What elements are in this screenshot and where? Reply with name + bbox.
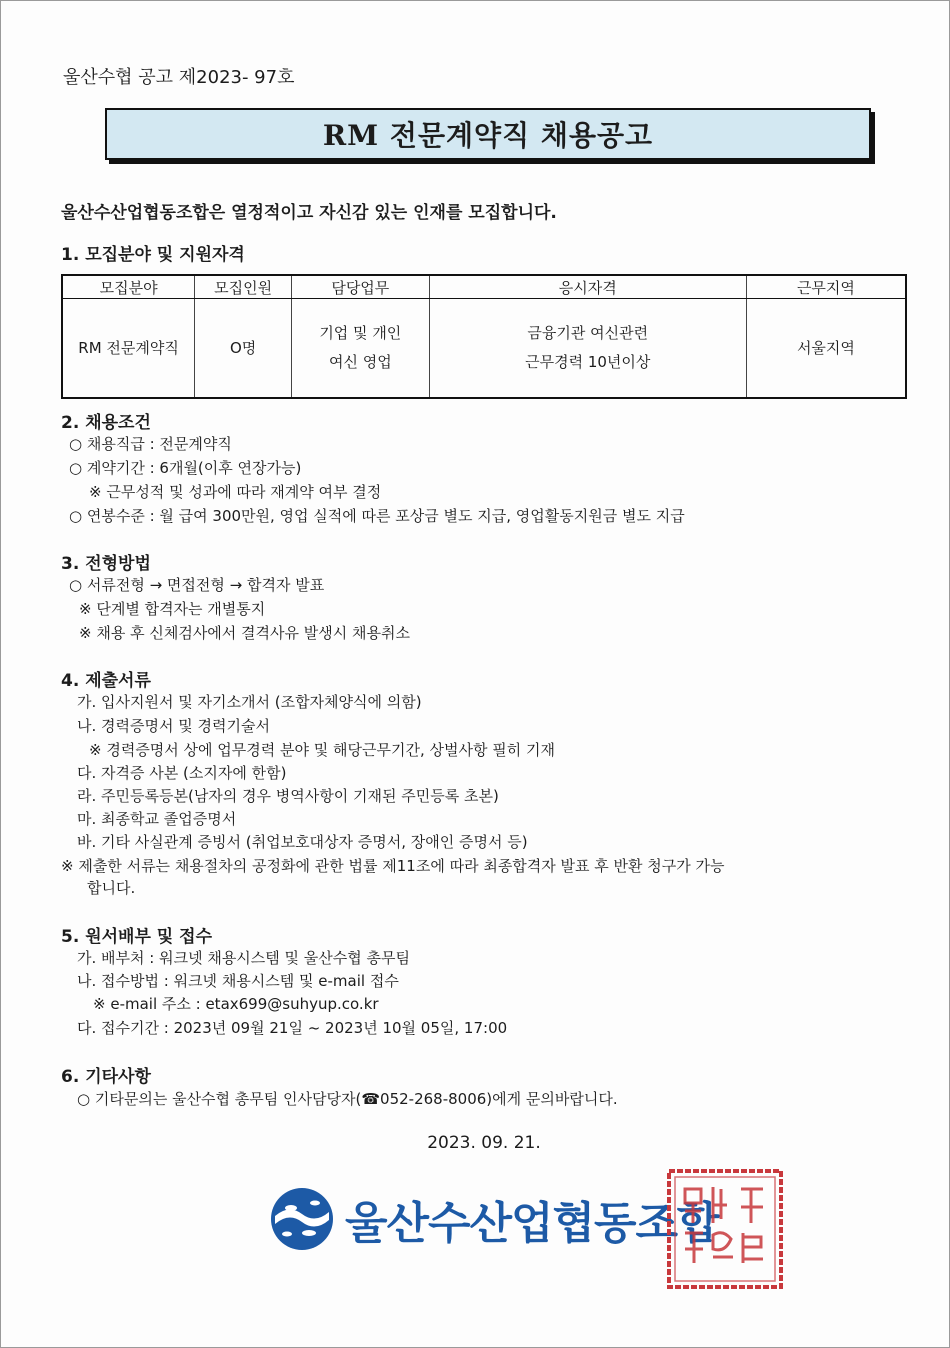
qualification-line-2: 근무경력 10년이상 — [525, 353, 651, 371]
table-header-row — [62, 275, 906, 299]
title-banner — [105, 108, 871, 160]
col-header-count: 모집인원 — [195, 275, 292, 299]
section2-note: ※ 근무성적 및 성과에 따라 재계약 여부 결정 — [89, 483, 382, 501]
recruitment-table — [61, 274, 907, 399]
section2-heading: 2. 채용조건 — [61, 413, 151, 433]
section4-note-cont: 합니다. — [87, 879, 136, 897]
section4-heading: 4. 제출서류 — [61, 671, 151, 691]
duty-line-2: 여신 영업 — [328, 353, 392, 371]
section5-line: 다. 접수기간 : 2023년 09월 21일 ~ 2023년 10월 05일, 17:00 — [77, 1019, 508, 1037]
section5-line: 가. 배부처 : 워크넷 채용시스템 및 울산수협 총무팀 — [77, 949, 411, 967]
section4-line: 라. 주민등록등본(남자의 경우 병역사항이 기재된 주민등록 초본) — [77, 787, 499, 805]
section4-line: 다. 자격증 사본 (소지자에 한함) — [77, 764, 287, 782]
section3-line: ○ 서류전형 → 면접전형 → 합격자 발표 — [69, 576, 325, 594]
org-name: 울산수산업협동조합 — [345, 1198, 719, 1249]
section4-note: ※ 제출한 서류는 채용절차의 공정화에 관한 법률 제11조에 따라 최종합격자 발표 후 반환 청구가 가능 — [61, 857, 725, 875]
col-header-field: 모집분야 — [62, 275, 195, 299]
section2-line: ○ 채용직급 : 전문계약직 — [69, 435, 232, 453]
notice-date: 2023. 09. 21. — [427, 1133, 541, 1153]
qualification-line-1: 금융기관 여신관련 — [527, 324, 649, 342]
section3-heading: 3. 전형방법 — [61, 554, 151, 574]
section3-note: ※ 단계별 합격자는 개별통지 — [79, 600, 266, 618]
section1-heading: 1. 모집분야 및 지원자격 — [61, 245, 245, 265]
section4-line: 가. 입사지원서 및 자기소개서 (조합자체양식에 의함) — [77, 693, 422, 711]
col-header-region: 근무지역 — [746, 275, 906, 299]
section2-line: ○ 계약기간 : 6개월(이후 연장가능) — [69, 459, 302, 477]
section4-line: 마. 최종학교 졸업증명서 — [77, 810, 237, 828]
suhyup-emblem-icon — [269, 1186, 335, 1252]
section6-heading: 6. 기타사항 — [61, 1067, 151, 1087]
org-logo — [269, 1186, 719, 1252]
official-seal-icon — [665, 1167, 785, 1291]
section5-note: ※ e-mail 주소 : etax699@suhyup.co.kr — [93, 995, 379, 1013]
table-row — [62, 299, 906, 399]
notice-number: 울산수협 공고 제2023- 97호 — [63, 67, 295, 88]
section4-line: 바. 기타 사실관계 증빙서 (취업보호대상자 증명서, 장애인 증명서 등) — [77, 833, 528, 851]
section4-line: 나. 경력증명서 및 경력기술서 — [77, 717, 270, 735]
section6-line: ○ 기타문의는 울산수협 총무팀 인사담당자(☎052-268-8006)에게 문의바랍니다. — [77, 1090, 618, 1108]
page-title: RM 전문계약직 채용공고 — [322, 119, 654, 152]
section3-note: ※ 채용 후 신체검사에서 결격사유 발생시 채용취소 — [79, 624, 410, 642]
section5-heading: 5. 원서배부 및 접수 — [61, 927, 212, 947]
col-header-duty: 담당업무 — [291, 275, 429, 299]
intro-text: 울산수산업협동조합은 열정적이고 자신감 있는 인재를 모집합니다. — [61, 203, 557, 223]
cell-duty — [291, 299, 429, 399]
section5-line: 나. 접수방법 : 워크넷 채용시스템 및 e-mail 접수 — [77, 972, 399, 990]
col-header-qualification: 응시자격 — [429, 275, 746, 299]
cell-region: 서울지역 — [746, 299, 906, 399]
cell-qualification — [429, 299, 746, 399]
cell-count: O명 — [195, 299, 292, 399]
cell-field: RM 전문계약직 — [62, 299, 195, 399]
section4-note: ※ 경력증명서 상에 업무경력 분야 및 해당근무기간, 상벌사항 필히 기재 — [89, 741, 555, 759]
duty-line-1: 기업 및 개인 — [319, 324, 402, 342]
section2-line: ○ 연봉수준 : 월 급여 300만원, 영업 실적에 따른 포상금 별도 지급, 영업활동지원금 별도 지급 — [69, 507, 685, 525]
